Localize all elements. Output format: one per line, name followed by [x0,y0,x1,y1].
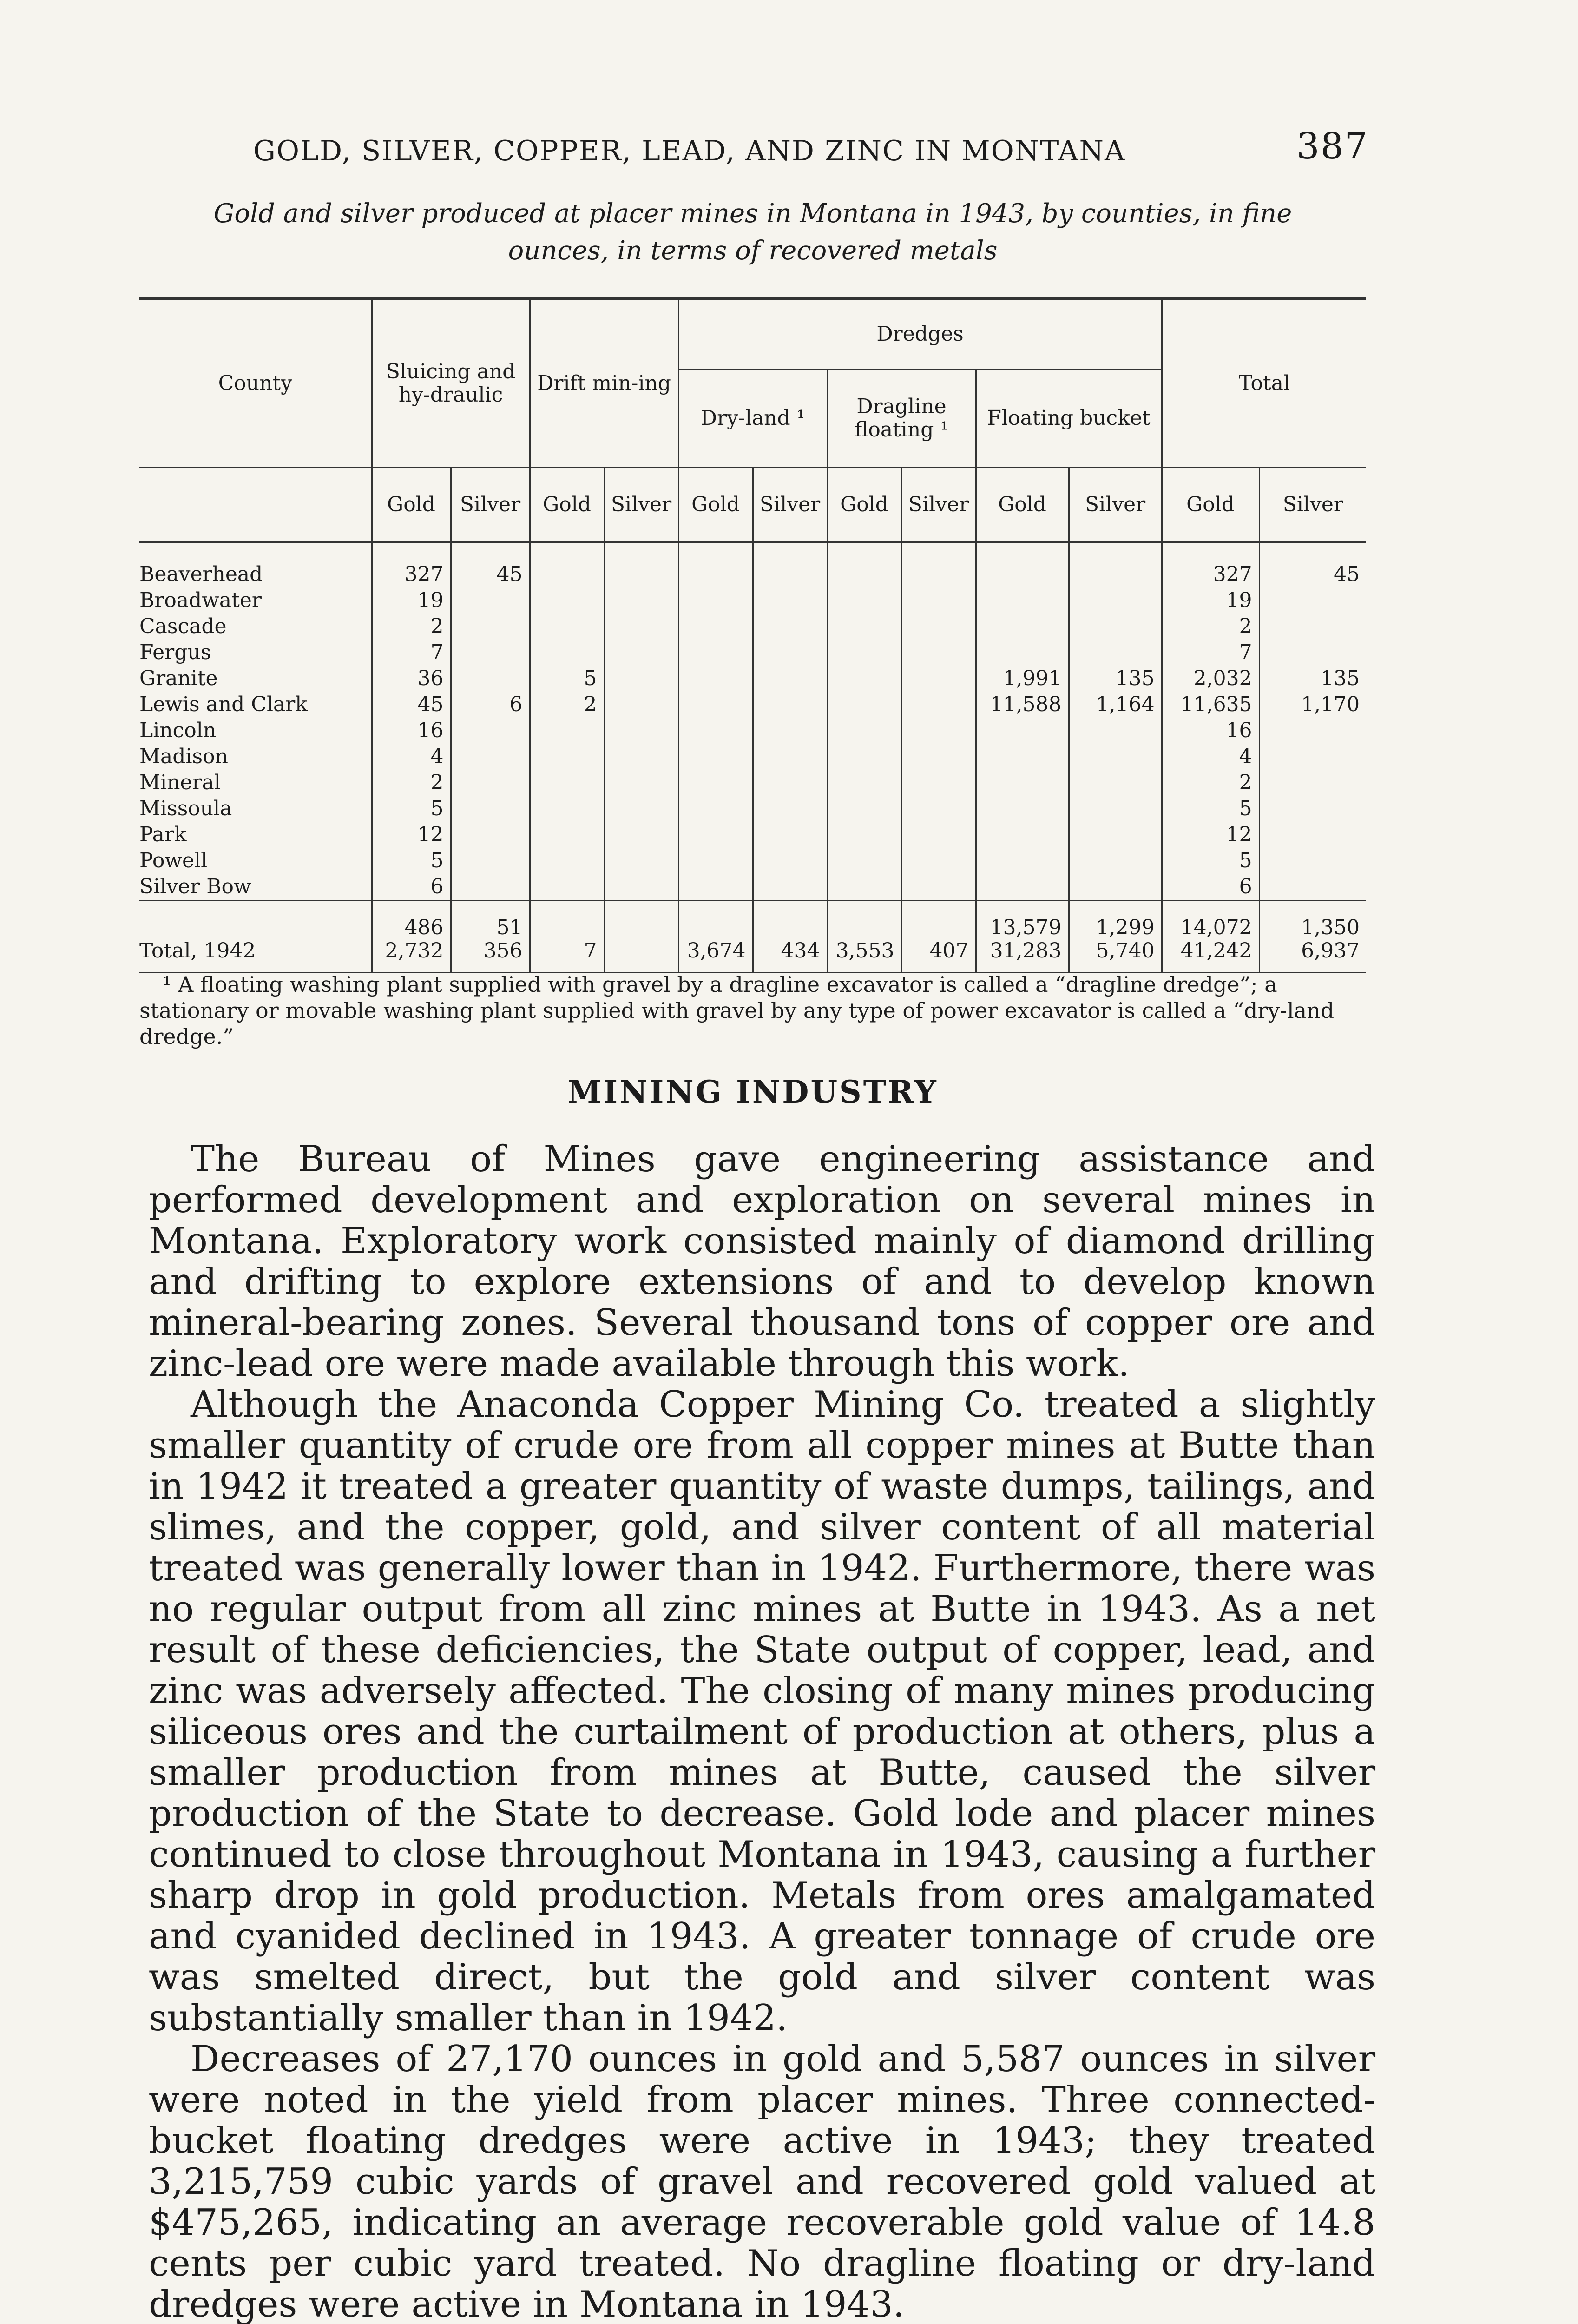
table-cell [1069,744,1162,770]
table-cell [604,848,678,874]
table-cell: 4 [372,744,451,770]
table-cell [1069,542,1162,588]
table-cell [678,744,753,770]
table-cell [678,718,753,744]
table-cell [1069,718,1162,744]
table-cell: 7 [1162,640,1259,666]
header-floating-bucket: Floating bucket [976,370,1162,468]
table-cell [1259,848,1366,874]
table-cell [976,542,1069,588]
county-name: Missoula [139,796,372,822]
header-silver: Silver [901,468,976,542]
running-title: GOLD, SILVER, COPPER, LEAD, AND ZINC IN MONTANA [253,135,1126,167]
table-cell [451,666,530,692]
total-cell [604,901,678,973]
table-cell [451,640,530,666]
county-name: Cascade [139,614,372,640]
table-cell [678,874,753,901]
total-1943-value: 1,350 [1301,916,1360,939]
table-cell [678,640,753,666]
total-row [139,901,1366,973]
table-cell [604,542,678,588]
table-cell [1259,770,1366,796]
table-cell [901,718,976,744]
table-cell [753,542,827,588]
table-cell: 2 [530,692,604,718]
table-cell [753,796,827,822]
table-cell [1259,796,1366,822]
total-1943-value: 486 [404,916,444,939]
header-gold: Gold [827,468,901,542]
county-name: Beaverhead [139,542,372,588]
table-cell [1259,744,1366,770]
total-cell [530,901,604,973]
table-cell [976,640,1069,666]
table-cell [604,640,678,666]
table-cell [753,848,827,874]
table-cell: 1,170 [1259,692,1366,718]
table-cell [827,542,901,588]
table-cell [1259,614,1366,640]
total-cell [1069,901,1162,973]
header-dry-land: Dry-land ¹ [678,370,827,468]
table-cell [827,692,901,718]
header-gold: Gold [1162,468,1259,542]
total-cell [976,901,1069,973]
total-1942-value: 6,937 [1301,939,1360,963]
header-sluicing: Sluicing and hy-draulic [372,299,530,468]
table-cell [530,822,604,848]
table-cell [1069,796,1162,822]
table-cell: 45 [372,692,451,718]
table-cell [678,666,753,692]
total-1943-value: 14,072 [1180,916,1252,939]
table-cell [753,666,827,692]
total-cell [451,901,530,973]
table-row [139,770,1366,796]
header-gold: Gold [372,468,451,542]
county-name: Fergus [139,640,372,666]
caption-line-1: Gold and silver produced at placer mines in Montana in 1943, by counties, in fine [213,198,1292,229]
table-cell [604,874,678,901]
table-cell: 7 [372,640,451,666]
table-cell [827,718,901,744]
table-cell [451,874,530,901]
table-caption [139,195,1366,270]
table-cell [530,588,604,614]
table-cell [827,874,901,901]
table-cell [901,640,976,666]
table-row [139,692,1366,718]
table-cell [604,692,678,718]
header-drift: Drift min-ing [530,299,678,468]
total-label: Total, 1942 [139,901,372,973]
total-1942-value: 2,732 [385,939,444,963]
header-silver: Silver [604,468,678,542]
section-title: MINING INDUSTRY [567,1074,938,1110]
table-cell: 6 [1162,874,1259,901]
county-name: Silver Bow [139,874,372,901]
total-1943-value: 51 [496,916,523,939]
table-cell [530,542,604,588]
table-cell [451,770,530,796]
table-cell: 5 [530,666,604,692]
table-cell [976,770,1069,796]
table-cell [976,848,1069,874]
table-row [139,874,1366,901]
body-text [149,1139,1375,2324]
table-cell [901,822,976,848]
total-1943-value: 1,299 [1096,916,1155,939]
county-name: Lincoln [139,718,372,744]
header-dragline: Dragline floating ¹ [827,370,976,468]
table-row [139,848,1366,874]
table-cell [901,588,976,614]
table-cell [604,718,678,744]
table-cell: 45 [451,542,530,588]
table-row [139,542,1366,588]
table-cell [678,770,753,796]
table-cell [451,588,530,614]
county-name: Broadwater [139,588,372,614]
total-1942-value: 41,242 [1180,939,1252,963]
table-cell [976,874,1069,901]
table-cell [451,822,530,848]
table-cell: 5 [372,848,451,874]
table-cell [678,796,753,822]
table-cell: 19 [1162,588,1259,614]
table-cell: 11,588 [976,692,1069,718]
table-cell: 19 [372,588,451,614]
total-1943-value: 7 [584,939,597,963]
table-cell [604,744,678,770]
table-row [139,666,1366,692]
paragraph: Although the Anaconda Copper Mining Co. treated a slightly smaller quantity of crude ore from all copper mines at Butte than in 1942 it treated a greater quantity of waste dumps, tailings, and slimes, and the copper, gold, and silver content of all material treated was generally lower than in 1942. Furthermore, there was no regular output from all zinc mines at Butte in 1943. As a net result of these deficiencies, the State output of copper, lead, and zinc was adversely affected. The closing of many mines producing siliceous ores and the curtailment of production at others, plus a smaller production from mines at Butte, caused the silver production of the State to decrease. Gold lode and placer mines continued to close throughout Montana in 1943, causing a further sharp drop in gold production. Metals from ores amalgamated and cyanided declined in 1943. A greater tonnage of crude ore was smelted direct, but the gold and silver content was substantially smaller than in 1942. [149,1384,1375,2039]
table-cell [1259,718,1366,744]
table-cell: 5 [372,796,451,822]
header-silver: Silver [451,468,530,542]
table-cell [1069,822,1162,848]
table-cell [976,822,1069,848]
total-cell [372,901,451,973]
table-cell: 2 [1162,770,1259,796]
table-cell [678,588,753,614]
table-row [139,588,1366,614]
paragraph: Decreases of 27,170 ounces in gold and 5,587 ounces in silver were noted in the yield from placer mines. Three connected-bucket floating dredges were active in 1943; they treated 3,215,759 cubic yards of gravel and recovered gold valued at $475,265, indicating an average recoverable gold value of 14.8 cents per cubic yard treated. No dragline floating or dry-land dredges were active in Montana in 1943. [149,2038,1375,2324]
table-cell: 1,164 [1069,692,1162,718]
table-cell: 16 [372,718,451,744]
total-1942-value: 3,553 [835,939,894,963]
header-total: Total [1162,299,1366,468]
header-silver: Silver [753,468,827,542]
header-county: County [139,299,372,468]
total-cell [678,901,753,973]
table-cell [1069,588,1162,614]
table-cell [678,692,753,718]
table-cell: 2,032 [1162,666,1259,692]
table-cell: 135 [1069,666,1162,692]
table-cell [451,848,530,874]
table-cell [753,588,827,614]
table-cell [827,588,901,614]
table-cell: 327 [372,542,451,588]
table-cell: 1,991 [976,666,1069,692]
table-cell [1069,770,1162,796]
table-body [139,542,1366,973]
table-cell [753,614,827,640]
county-name: Powell [139,848,372,874]
table-cell [1069,848,1162,874]
table-cell: 2 [1162,614,1259,640]
table-cell [901,692,976,718]
table-cell [530,614,604,640]
header-gold: Gold [976,468,1069,542]
total-1943-value: 13,579 [990,916,1062,939]
table-cell [604,770,678,796]
table-cell [451,614,530,640]
table-cell [678,542,753,588]
table-cell [678,614,753,640]
table-cell [827,796,901,822]
total-1942-value: 5,740 [1096,939,1155,963]
table-cell [604,822,678,848]
county-name: Madison [139,744,372,770]
table-cell [753,692,827,718]
table-cell [901,796,976,822]
table-cell [753,770,827,796]
header-gold: Gold [530,468,604,542]
table-cell [451,718,530,744]
table-cell [976,588,1069,614]
table-cell [901,744,976,770]
table-cell [678,848,753,874]
table-row [139,718,1366,744]
table-cell [530,848,604,874]
caption-line-2: ounces, in terms of recovered metals [508,236,998,266]
table-cell [1259,822,1366,848]
header-dredges: Dredges [678,299,1162,370]
table-cell [976,796,1069,822]
placer-production-table [139,297,1366,973]
table-cell: 135 [1259,666,1366,692]
table-cell [976,614,1069,640]
table-cell [827,848,901,874]
header-silver: Silver [1259,468,1366,542]
table-cell [901,848,976,874]
table-cell [976,718,1069,744]
table-cell [678,822,753,848]
table-cell [451,796,530,822]
table-cell: 2 [372,614,451,640]
page-header [253,125,1368,172]
total-1942-value: 356 [483,939,523,963]
table-cell [901,542,976,588]
table-cell: 4 [1162,744,1259,770]
header-county-blank [139,468,372,542]
county-name: Mineral [139,770,372,796]
table-cell [901,874,976,901]
table-cell: 5 [1162,848,1259,874]
table-cell [451,744,530,770]
table-cell [604,614,678,640]
county-name: Lewis and Clark [139,692,372,718]
table-cell [1259,640,1366,666]
table-cell [530,718,604,744]
table-cell: 5 [1162,796,1259,822]
table-cell [827,666,901,692]
table-cell [530,796,604,822]
total-1942-value: 31,283 [990,939,1062,963]
table-cell: 16 [1162,718,1259,744]
total-cell [1162,901,1259,973]
table-cell [1069,874,1162,901]
table-cell: 36 [372,666,451,692]
table-row [139,822,1366,848]
table-cell [976,744,1069,770]
total-1942-value: 3,674 [687,939,746,963]
total-cell [827,901,901,973]
total-1942-value: 434 [781,939,820,963]
table-cell [753,744,827,770]
table-row [139,614,1366,640]
table-cell [753,822,827,848]
table-cell [827,770,901,796]
table-cell: 12 [1162,822,1259,848]
county-name: Park [139,822,372,848]
table-cell [604,796,678,822]
table-row [139,640,1366,666]
paragraph: The Bureau of Mines gave engineering assistance and performed development and exploration on several mines in Montana. Exploratory work consisted mainly of diamond drilling and drifting to explore extensions of and to develop known mineral-bearing zones. Several thousand tons of copper ore and zinc-lead ore were made available through this work. [149,1138,1375,1385]
table-cell: 327 [1162,542,1259,588]
header-silver: Silver [1069,468,1162,542]
county-name: Granite [139,666,372,692]
table-cell [1069,614,1162,640]
table-cell: 45 [1259,542,1366,588]
table-footnote: ¹ A floating washing plant supplied with gravel by a dragline excavator is called a “dragline dredge”; a stationary or movable washing plant supplied with gravel by any type of power excavator is called a “dry-land dredge.” [139,972,1335,1049]
table-cell [530,874,604,901]
table-cell [901,770,976,796]
table-cell [530,770,604,796]
table-cell: 2 [372,770,451,796]
table-cell [901,666,976,692]
table-cell [827,614,901,640]
table-cell [1259,588,1366,614]
table-cell: 12 [372,822,451,848]
table-row [139,744,1366,770]
table-row [139,796,1366,822]
page-number: 387 [1296,125,1368,167]
table-cell: 11,635 [1162,692,1259,718]
table-cell [827,744,901,770]
table-cell [1069,640,1162,666]
header-gold: Gold [678,468,753,542]
table-cell [753,718,827,744]
total-cell [753,901,827,973]
table-cell [530,744,604,770]
total-cell [901,901,976,973]
total-cell [1259,901,1366,973]
table-cell: 6 [372,874,451,901]
table-cell [604,588,678,614]
table-cell [827,822,901,848]
table-cell [901,614,976,640]
table-cell [604,666,678,692]
total-1942-value: 407 [929,939,969,963]
table-cell [530,640,604,666]
table-cell [1259,874,1366,901]
table-cell [753,874,827,901]
table-cell: 6 [451,692,530,718]
table-cell [753,640,827,666]
table-cell [827,640,901,666]
